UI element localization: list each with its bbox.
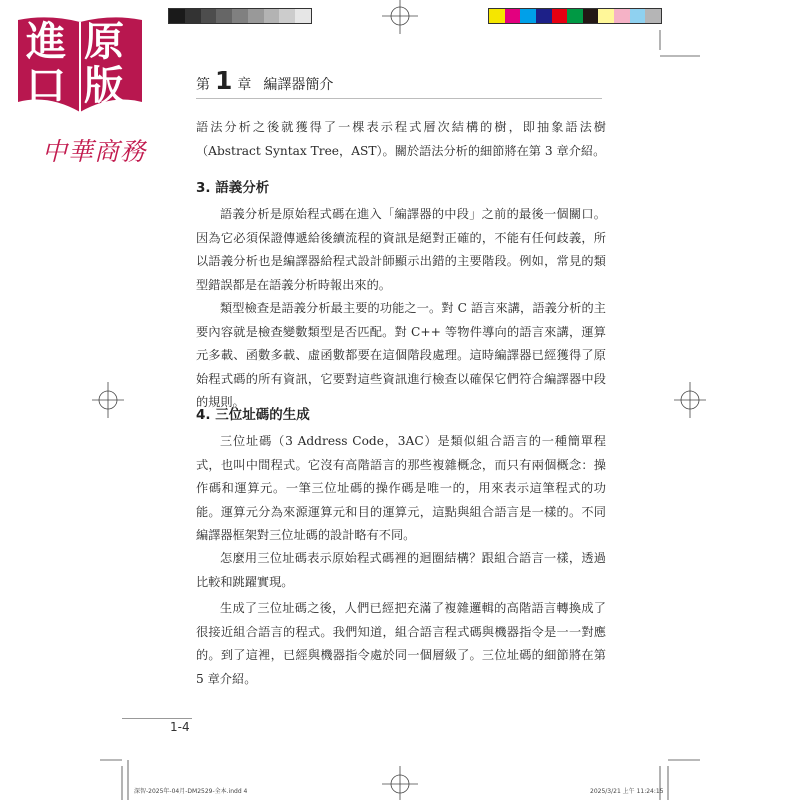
page-number: 1-4 [170, 720, 190, 734]
registration-mark-right [674, 382, 706, 418]
chapter-title: 編譯器簡介 [263, 77, 334, 93]
section-3-heading: 3. 語義分析 [196, 180, 270, 196]
badge-char-3: 口 [26, 62, 66, 109]
chapter-suffix: 章 [237, 77, 252, 93]
badge-char-2: 原 [84, 18, 124, 65]
section-3-paragraph-2: 類型檢查是語義分析最主要的功能之一。對 C 語言來講，語義分析的主要內容就是檢查變數類型是否匹配。對 C++ 等物件導向的語言來講，運算元多載、函數多載、虛函數都要在這個階段處理。這時編譯器已經獲得了原始程式碼的所有資訊，它要對這些資訊進行檢查以確保它們符合編譯器中段的規則。 [196, 301, 606, 409]
publisher-script-logo: 中華商務 [42, 137, 147, 166]
section-4-paragraph-1: 三位址碼（3 Address Code，3AC）是類似組合語言的一種簡單程式，也叫中間程式。它沒有高階語言的那些複雜概念，而只有兩個概念：操作碼和運算元。一筆三位址碼的操作碼是唯一的，用來表示這筆程式的功能。運算元分為來源運算元和目的運算元，這點與組合語言是一樣的。不同編譯器框架對三位址碼的設計略有不同。 [196, 434, 606, 542]
section-3-paragraph-1: 語義分析是原始程式碼在進入「編譯器的中段」之前的最後一個關口。因為它必須保證傳遞給後續流程的資訊是絕對正確的，不能有任何歧義，所以語義分析也是編譯器給程式設計師顯示出錯的主要階段。例如，常見的類型錯誤都是在語義分析時報出來的。 [196, 207, 606, 292]
chapter-header [196, 66, 333, 95]
print-slug-date: 2025/3/21 上午 11:24:15 [590, 788, 664, 795]
registration-mark-left [92, 382, 124, 418]
registration-mark-bottom [382, 766, 418, 800]
header-rule [196, 98, 602, 99]
chapter-number: 1 [215, 66, 233, 95]
section-4-heading: 4. 三位址碼的生成 [196, 407, 310, 423]
footer-rule [122, 718, 192, 719]
badge-char-1: 進 [26, 18, 66, 65]
badge-char-4: 版 [84, 62, 124, 109]
intro-paragraph: 語法分析之後就獲得了一棵表示程式層次結構的樹，即抽象語法樹（Abstract Syntax Tree，AST）。關於語法分析的細節將在第 3 章介紹。 [196, 120, 606, 158]
registration-mark-top [382, 0, 418, 34]
print-slug-file: 深智-2025年-04月-DM2529-全本.indd 4 [134, 788, 248, 795]
chapter-prefix: 第 [196, 77, 210, 93]
section-4-paragraph-3: 生成了三位址碼之後，人們已經把充滿了複雜邏輯的高階語言轉換成了很接近組合語言的程式。我們知道，組合語言程式碼與機器指令是一一對應的。到了這裡，已經與機器指令處於同一個層級了。三位址碼的細節將在第 5 章介紹。 [196, 601, 606, 686]
section-4-paragraph-2: 怎麼用三位址碼表示原始程式碼裡的迴圈結構？跟組合語言一樣，透過比較和跳躍實現。 [196, 551, 606, 589]
